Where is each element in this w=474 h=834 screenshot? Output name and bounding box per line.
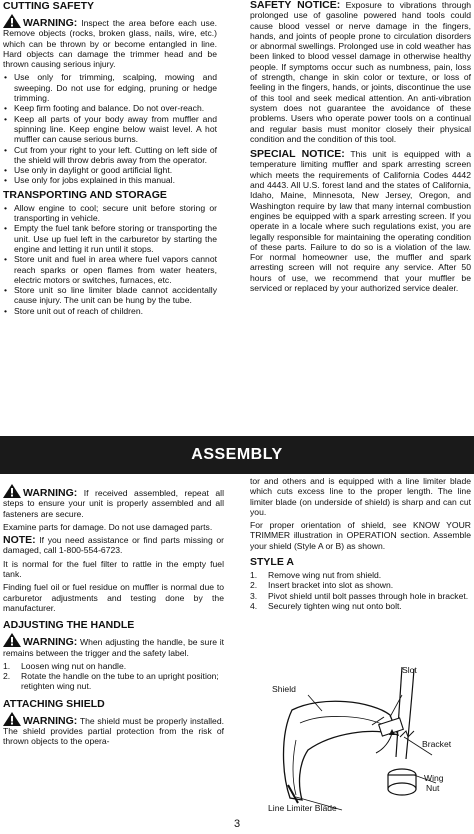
list-item	[250, 570, 471, 580]
list-item: • Use only for jobs explained in this manual.	[3, 175, 217, 185]
list-item: • Store unit and fuel in area where fuel vapors cannot reach sparks or open flames from water heaters, electric motors or switches, furnaces, etc.	[3, 254, 217, 285]
list-item	[250, 580, 471, 590]
list-item: • Use only for trimming, scalping, mowing and sweeping. Do not use for edging, pruning or hedge trimming.	[3, 72, 217, 103]
special-notice	[250, 149, 471, 293]
shield-continued-text: tor and others and is equipped with a line limiter blade which cuts excess line to the proper length. The line limiter blade (on underside of shield) is sharp and can cut you.	[250, 476, 471, 517]
special-notice-label: SPECIAL NOTICE:	[250, 148, 345, 161]
transport-heading: TRANSPORTING AND STORAGE	[3, 188, 167, 201]
note-text: If you need assistance or find parts missing or damaged, call 1-800-554-6723.	[3, 535, 224, 556]
note	[3, 535, 224, 556]
step-text: Loosen wing nut on handle.	[21, 660, 127, 671]
warning-label: WARNING:	[23, 636, 78, 649]
step-text: Remove wing nut from shield.	[268, 570, 382, 581]
page-number: 3	[233, 818, 241, 830]
special-notice-text: This unit is equipped with a temperature limiting muffler and spark arresting screen which meets the requirements of California Codes 4442 and 4443. All U.S. forest land and the states of California, Idaho, Maine, Minnesota, New Jersey, Oregon, and Washington require by law that many internal combustion engines be equipped with a spark arresting screen. If you operate in a locale where such regulations exist, you are legally responsible for maintaining the operating condition of these parts. Failure to do so is a violation of the law. For normal homeowner use, the muffler and spark arresting screen will not require any service. After 50 hours of use, we recommend that your muffler be serviced or replaced by your authorized service dealer.	[250, 149, 472, 294]
step-text: Rotate the handle on the tube to an upright position; retighten wing nut.	[21, 671, 219, 692]
cutting-warning	[3, 14, 217, 69]
step-text: Pivot shield until bolt passes through hole in bracket.	[268, 590, 469, 601]
safety-notice	[250, 0, 471, 144]
step-number: 3.	[250, 590, 258, 601]
rattle-text: It is normal for the fuel filter to rattle in the empty fuel tank.	[3, 558, 224, 580]
cutting-safety-section	[3, 0, 217, 319]
warning-triangle-icon	[3, 633, 21, 647]
list-item: • Keep all parts of your body away from muffler and spinning line. Keep engine below waist level. A hot muffler can cause serious burns.	[3, 114, 217, 145]
figure-label-nut: Nut	[426, 783, 440, 793]
figure-label-line-limiter-blade: Line Limiter Blade	[268, 803, 337, 813]
warning-triangle-icon	[3, 712, 21, 726]
transport-bullet-list	[3, 203, 217, 316]
handle-warning	[3, 633, 224, 658]
safety-notice-label: SAFETY NOTICE:	[250, 0, 341, 11]
handle-heading: ADJUSTING THE HANDLE	[3, 619, 135, 632]
shield-warning-text: The shield must be properly installed. The shield provides partial protection from the risk of thrown objects to the opera-	[3, 715, 224, 747]
safety-notice-text: Exposure to vibrations through prolonged use of gasoline powered hand tools could cause blood vessel or nerve damage in the fingers, hands, and joints of people prone to circulation disorders or abnormal swellings. Prolonged use in cold weather has been linked to blood vessel damage in otherwise healthy people. If symptoms occur such as numbness, pain, loss of strength, change in skin color or texture, or loss of feeling in the fingers, hands, or joints, discontinue the use of this tool and seek medical attention. An anti-vibration system does not guarantee the avoidance of these problems. Users who operate power tools on a continual and regular basis must monitor closely their physical condition and the condition of this tool.	[250, 0, 472, 144]
handle-steps	[3, 661, 224, 692]
list-item	[250, 591, 471, 601]
style-a-steps	[250, 570, 471, 611]
shield-heading: ATTACHING SHIELD	[3, 697, 105, 710]
list-item: • Empty the fuel tank before storing or transporting the unit. Use up fuel left in the carburetor by starting the engine and letting it run until it stops.	[3, 223, 217, 254]
warning-triangle-icon	[3, 14, 21, 28]
list-item: • Cut from your right to your left. Cutting on left side of the shield will throw debris away from the operator.	[3, 145, 217, 166]
assembly-warning	[3, 484, 224, 519]
warning-triangle-icon	[3, 484, 21, 498]
figure-label-shield: Shield	[272, 684, 296, 694]
cutting-bullet-list	[3, 72, 217, 185]
assembly-left-section	[3, 484, 224, 750]
step-number: 4.	[250, 600, 258, 611]
figure-label-wing: Wing	[424, 773, 444, 783]
step-text: Insert bracket into slot as shown.	[268, 580, 394, 591]
list-item: • Store unit so line limiter blade cannot accidentally cause injury. The unit can be hung by the tube.	[3, 285, 217, 306]
step-number: 2.	[250, 580, 258, 591]
shield-assembly-figure	[252, 665, 470, 815]
list-item: • Keep firm footing and balance. Do not over-reach.	[3, 103, 217, 113]
style-a-heading: STYLE A	[250, 556, 294, 569]
list-item	[3, 661, 224, 671]
list-item	[250, 601, 471, 611]
notices-section	[250, 0, 471, 296]
orientation-text: For proper orientation of shield, see KNOW YOUR TRIMMER illustration in OPERATION section. Assemble your shield (Style A or B) as shown.	[250, 520, 471, 551]
step-number: 2.	[3, 671, 11, 682]
step-number: 1.	[3, 660, 11, 671]
residue-text: Finding fuel oil or fuel residue on muffler is normal due to carburetor adjustments and testing done by the manufacturer.	[3, 582, 224, 613]
figure-label-slot: Slot	[402, 665, 417, 675]
cutting-warning-text: Inspect the area before each use. Remove objects (rocks, broken glass, nails, wire, etc.) which can be thrown by or become entangled in line. Hard objects can damage the trimmer head and be thrown causing serious injury.	[3, 18, 218, 70]
shield-warning	[3, 712, 224, 747]
figure-label-bracket: Bracket	[422, 739, 452, 749]
assembly-banner: ASSEMBLY	[0, 436, 474, 474]
step-number: 1.	[250, 570, 258, 581]
list-item	[3, 671, 224, 692]
list-item: • Store unit out of reach of children.	[3, 306, 217, 316]
assembly-right-section	[250, 476, 471, 614]
handle-warning-text: When adjusting the handle, be sure it remains between the trigger and the safety label.	[3, 637, 225, 658]
cutting-safety-heading: CUTTING SAFETY	[3, 0, 94, 12]
list-item: • Allow engine to cool; secure unit before storing or transporting in vehicle.	[3, 203, 217, 224]
assembly-warning-text: If received assembled, repeat all steps to ensure your unit is properly assembled and all fasteners are secure.	[3, 488, 224, 519]
step-text: Securely tighten wing nut onto bolt.	[268, 600, 402, 611]
warning-label: WARNING:	[23, 714, 78, 727]
warning-label: WARNING:	[23, 17, 78, 29]
list-item: • Use only in daylight or good artificial light.	[3, 165, 217, 175]
warning-label: WARNING:	[23, 487, 78, 499]
examine-text: Examine parts for damage. Do not use damaged parts.	[3, 521, 213, 532]
note-label: NOTE:	[3, 534, 36, 547]
